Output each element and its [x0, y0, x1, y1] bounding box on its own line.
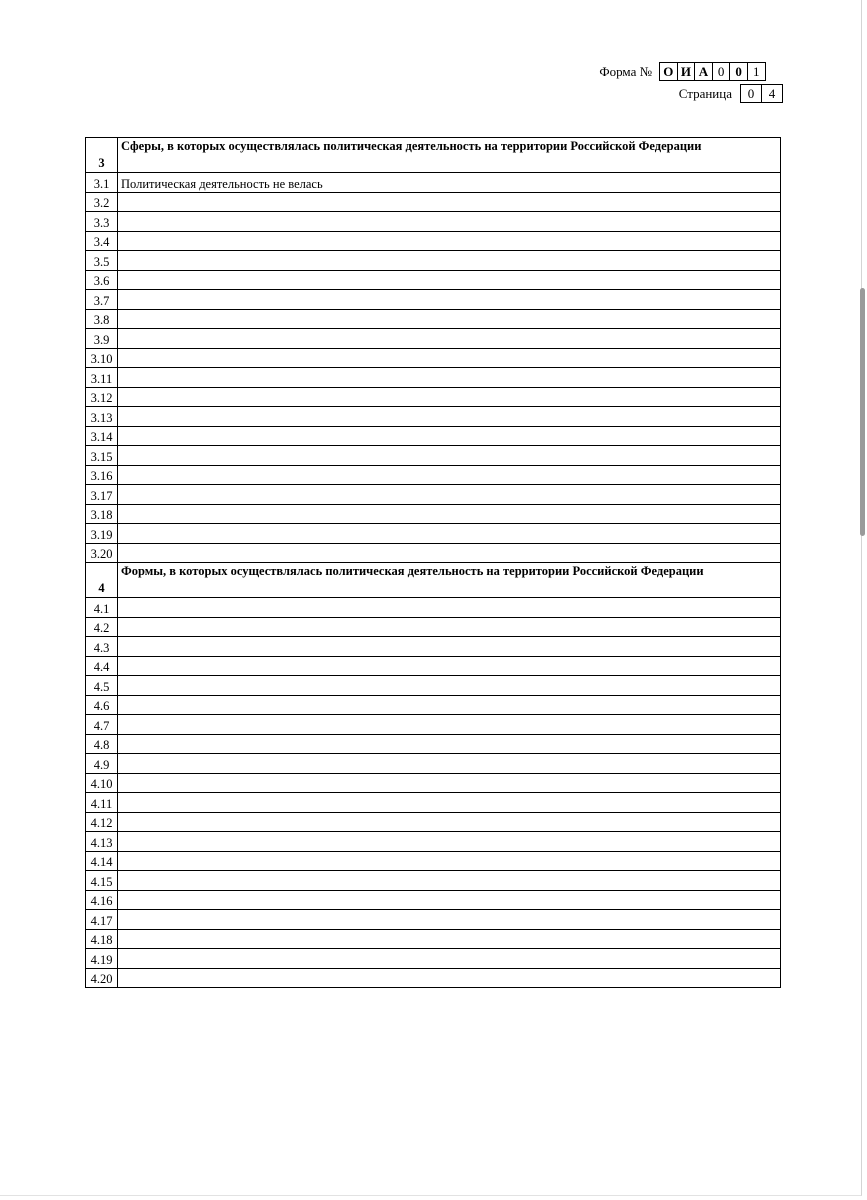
- form-code-box: 1: [748, 63, 766, 80]
- row-number: 3.1: [86, 173, 118, 193]
- row-number: 4.16: [86, 890, 118, 910]
- row-number: 3.6: [86, 270, 118, 290]
- row-value: [118, 270, 781, 290]
- section-title: Сферы, в которых осуществлялась политическая деятельность на территории Российской Федерации: [118, 138, 781, 173]
- row-number: 3.13: [86, 407, 118, 427]
- table-row: [86, 754, 781, 774]
- row-number: 3.17: [86, 485, 118, 505]
- table-row: [86, 407, 781, 427]
- row-value: Политическая деятельность не велась: [118, 173, 781, 193]
- row-value: [118, 524, 781, 544]
- row-value: [118, 251, 781, 271]
- table-row: [86, 426, 781, 446]
- row-value: [118, 851, 781, 871]
- row-number: 3.18: [86, 504, 118, 524]
- table-row: [86, 773, 781, 793]
- table-row: [86, 231, 781, 251]
- table-row: [86, 504, 781, 524]
- table-row: [86, 446, 781, 466]
- table-row: [86, 812, 781, 832]
- row-value: [118, 426, 781, 446]
- row-value: [118, 543, 781, 563]
- row-value: [118, 446, 781, 466]
- row-number: 4.2: [86, 617, 118, 637]
- row-value: [118, 329, 781, 349]
- row-number: 4.10: [86, 773, 118, 793]
- table-row: [86, 793, 781, 813]
- row-value: [118, 231, 781, 251]
- section-number: 3: [86, 138, 118, 173]
- row-number: 4.15: [86, 871, 118, 891]
- row-value: [118, 890, 781, 910]
- row-number: 3.16: [86, 465, 118, 485]
- table-row: [86, 485, 781, 505]
- table-row: [86, 890, 781, 910]
- table-row: [86, 309, 781, 329]
- table-row: [86, 212, 781, 232]
- row-number: 4.6: [86, 695, 118, 715]
- table-row: [86, 656, 781, 676]
- row-number: 3.12: [86, 387, 118, 407]
- table-row: [86, 832, 781, 852]
- row-value: [118, 715, 781, 735]
- page-number-boxes: [740, 84, 783, 103]
- table-row: [86, 851, 781, 871]
- table-row: [86, 676, 781, 696]
- row-value: [118, 734, 781, 754]
- table-row: [86, 617, 781, 637]
- row-value: [118, 504, 781, 524]
- row-number: 4.18: [86, 929, 118, 949]
- row-number: 4.1: [86, 598, 118, 618]
- table-row: [86, 695, 781, 715]
- table-row: [86, 715, 781, 735]
- form-code-box: А: [695, 63, 713, 80]
- table-row: [86, 910, 781, 930]
- table-row: [86, 929, 781, 949]
- row-number: 4.12: [86, 812, 118, 832]
- section-header-row: [86, 138, 781, 173]
- row-value: [118, 949, 781, 969]
- table-row: [86, 290, 781, 310]
- row-number: 4.20: [86, 968, 118, 988]
- row-number: 3.14: [86, 426, 118, 446]
- row-number: 4.9: [86, 754, 118, 774]
- row-value: [118, 485, 781, 505]
- row-value: [118, 617, 781, 637]
- table-row: [86, 465, 781, 485]
- row-value: [118, 812, 781, 832]
- section-header-row: [86, 563, 781, 598]
- row-number: 4.19: [86, 949, 118, 969]
- form-number-boxes: [659, 62, 766, 81]
- row-value: [118, 290, 781, 310]
- row-value: [118, 309, 781, 329]
- table-row: [86, 348, 781, 368]
- row-number: 4.17: [86, 910, 118, 930]
- row-value: [118, 871, 781, 891]
- row-value: [118, 656, 781, 676]
- table-row: [86, 368, 781, 388]
- activity-table: [85, 137, 781, 988]
- row-number: 3.8: [86, 309, 118, 329]
- form-code-box: 0: [730, 63, 748, 80]
- row-value: [118, 793, 781, 813]
- row-number: 4.4: [86, 656, 118, 676]
- page-number-box: 0: [741, 85, 762, 102]
- row-value: [118, 832, 781, 852]
- section-title: Формы, в которых осуществлялась политическая деятельность на территории Российской Федерации: [118, 563, 781, 598]
- row-value: [118, 773, 781, 793]
- row-number: 4.7: [86, 715, 118, 735]
- row-value: [118, 754, 781, 774]
- row-value: [118, 637, 781, 657]
- form-code-box: И: [678, 63, 696, 80]
- row-number: 4.5: [86, 676, 118, 696]
- table-row: [86, 734, 781, 754]
- table-row: [86, 637, 781, 657]
- row-value: [118, 676, 781, 696]
- row-number: 3.3: [86, 212, 118, 232]
- table-row: [86, 524, 781, 544]
- table-row: [86, 543, 781, 563]
- vertical-scrollbar[interactable]: [860, 288, 865, 536]
- table-row: [86, 871, 781, 891]
- table-row: [86, 251, 781, 271]
- table-row: [86, 173, 781, 193]
- section-number: 4: [86, 563, 118, 598]
- row-value: [118, 968, 781, 988]
- row-value: [118, 212, 781, 232]
- page-number-label: Страница: [678, 86, 732, 101]
- row-value: [118, 192, 781, 212]
- row-number: 3.19: [86, 524, 118, 544]
- row-number: 3.4: [86, 231, 118, 251]
- row-value: [118, 910, 781, 930]
- row-number: 3.10: [86, 348, 118, 368]
- form-number-label: Форма №: [599, 64, 652, 79]
- row-value: [118, 368, 781, 388]
- table-row: [86, 598, 781, 618]
- row-number: 4.8: [86, 734, 118, 754]
- row-number: 3.2: [86, 192, 118, 212]
- form-code-box: 0: [713, 63, 731, 80]
- table-row: [86, 387, 781, 407]
- row-number: 3.11: [86, 368, 118, 388]
- table-row: [86, 270, 781, 290]
- row-value: [118, 465, 781, 485]
- row-number: 3.9: [86, 329, 118, 349]
- page-number-box: 4: [762, 85, 783, 102]
- row-value: [118, 348, 781, 368]
- row-number: 4.11: [86, 793, 118, 813]
- table-row: [86, 949, 781, 969]
- form-code-box: О: [660, 63, 678, 80]
- table-row: [86, 968, 781, 988]
- row-value: [118, 598, 781, 618]
- row-number: 4.3: [86, 637, 118, 657]
- row-number: 3.7: [86, 290, 118, 310]
- row-value: [118, 407, 781, 427]
- row-number: 3.5: [86, 251, 118, 271]
- row-number: 4.13: [86, 832, 118, 852]
- table-row: [86, 329, 781, 349]
- row-value: [118, 387, 781, 407]
- row-value: [118, 695, 781, 715]
- row-value: [118, 929, 781, 949]
- table-row: [86, 192, 781, 212]
- row-number: 3.20: [86, 543, 118, 563]
- row-number: 3.15: [86, 446, 118, 466]
- row-number: 4.14: [86, 851, 118, 871]
